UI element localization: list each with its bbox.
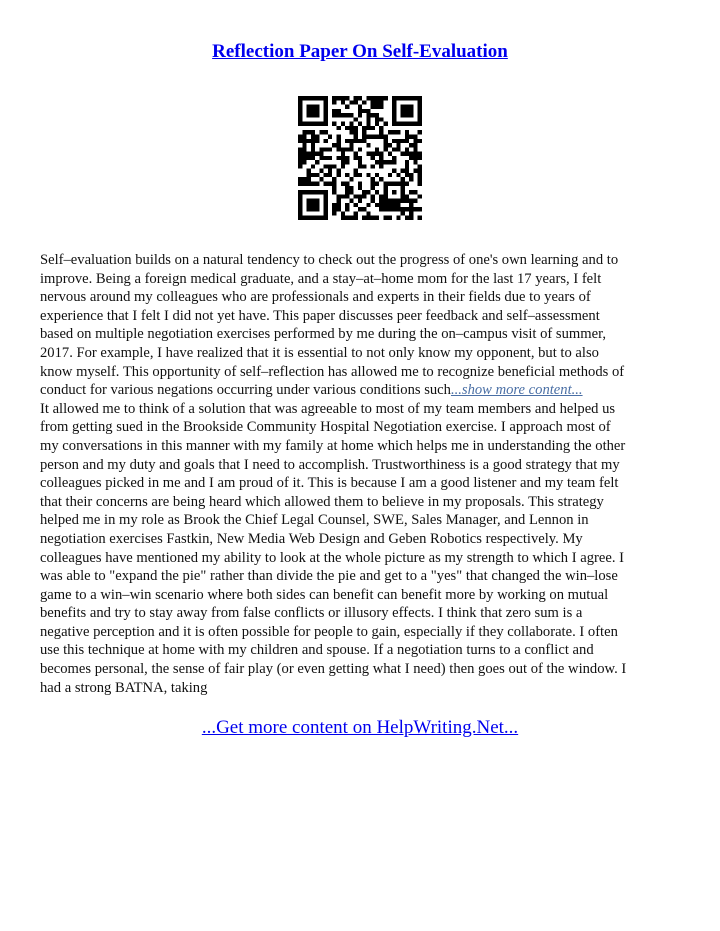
paragraph-1: Self–evaluation builds on a natural tendency to check out the progress of one's own learning and to improve. Being a foreign medical graduate, and a stay–at–home mom for the last 17 years, I felt nervous around my colleagues who are professionals and experts in their fields due to years of experience that I felt I did not yet have. This paper discusses peer feedback and self–assessment based on multiple negotiation exercises performed by me during the on–campus visit of summer, 2017. For example, I have realized that it is essential to not only know my opponent, but to also know myself. This opportunity of self–reflection has allowed me to recognize beneficial methods of conduct for various negations occurring under various conditions such [40, 252, 625, 399]
show-more-link[interactable]: ...show more content... [450, 382, 583, 399]
get-more-content-link[interactable]: ...Get more content on HelpWriting.Net... [201, 717, 519, 738]
body-text [40, 251, 680, 697]
qr-code-icon [298, 96, 422, 220]
title-link[interactable]: Reflection Paper On Self-Evaluation [212, 41, 508, 62]
get-more-content [0, 716, 720, 740]
paragraph-2: It allowed me to think of a solution that was agreeable to most of my team members and helped us from getting sued in the Brookside Community Hospital Negotiation exercise. I approach most of my conversations in this manner with my family at home which helps me in understanding the other person and my duty and goals that I need to accomplish. Trustworthiness is a good strategy that my colleagues picked in me and I am proud of it. This is because I am a good listener and my team felt that their concerns are being heard which allowed them to believe in my proposals. This strategy helped me in my role as Brook the Chief Legal Counsel, SWE, Sales Manager, and Lennon in negotiation exercises Fastkin, New Media Web Design and Geben Robotics respectively. My colleagues have mentioned my ability to look at the whole picture as my strength to which I agree. I was able to "expand the pie" rather than divide the pie and get to a "yes" that changed the win–lose game to a win–win scenario where both sides can benefit can benefit more by working on mutual benefits and try to stay away from false conflicts or illusory effects. I think that zero sum is a negative perception and it is often possible for people to gain, especially if they collaborate. I often use this technique at home with my children and spouse. If a negotiation turns to a conflict and becomes personal, the sense of fair play (or even getting what I need) then goes out of the window. I had a strong BATNA, taking [40, 400, 627, 696]
page-title [0, 40, 720, 64]
